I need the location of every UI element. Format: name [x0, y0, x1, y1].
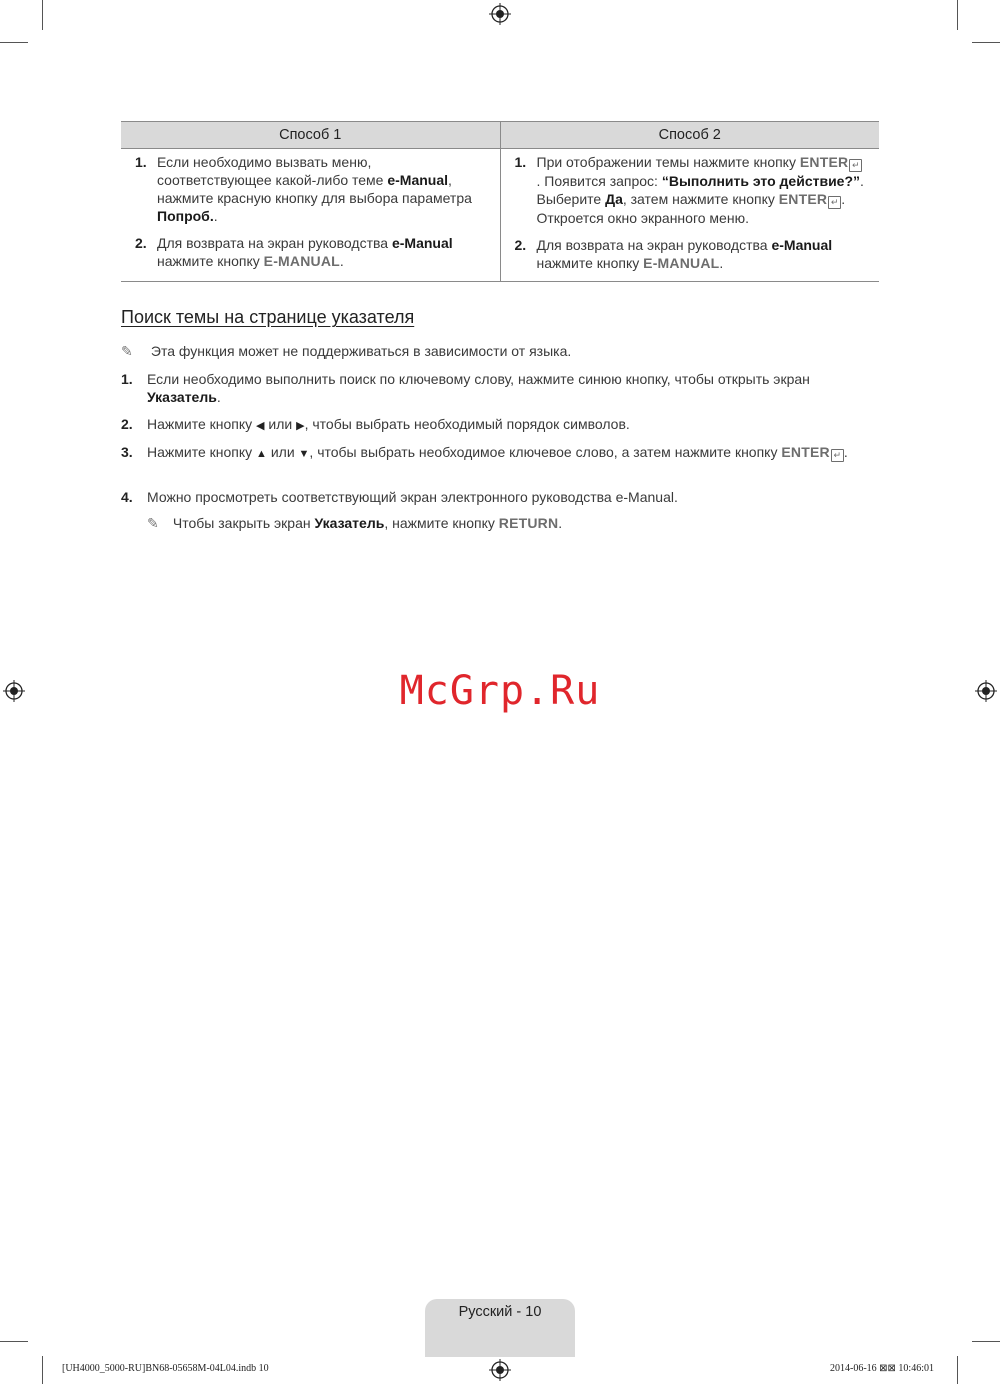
table-header-method-1: Способ 1: [279, 127, 342, 143]
crop-mark: [972, 42, 1000, 43]
step-text: Если необходимо вызвать меню, соответствующее какой-либо теме e-Manual, нажмите красную кнопку для выбора параметра Попроб..: [157, 154, 472, 224]
crop-mark: [0, 1341, 28, 1342]
step-number: 2.: [514, 237, 527, 253]
down-arrow-icon: ▼: [298, 448, 310, 460]
step-number: 1.: [135, 154, 147, 170]
crop-mark: [0, 42, 28, 43]
registration-mark-icon: [489, 1359, 511, 1381]
sub-note-text: Чтобы закрыть экран Указатель, нажмите кнопку RETURN.: [172, 515, 563, 531]
table-step: [135, 153, 486, 225]
step-text: Нажмите кнопку ◀ или ▶, чтобы выбрать необходимый порядок символов.: [147, 416, 630, 432]
enter-icon: ↵: [828, 196, 841, 209]
pen-note-icon: ✎: [147, 515, 159, 531]
page-number-label: Русский - 10: [458, 1304, 542, 1320]
list-item: [121, 488, 851, 506]
up-arrow-icon: ▲: [256, 448, 267, 460]
step-number: 2.: [135, 235, 147, 251]
table-step: [515, 236, 866, 272]
list-item: [121, 370, 851, 406]
crop-mark: [957, 1356, 958, 1384]
footer-file-info: [UH4000_5000-RU]BN68-05658M-04L04.indb 10: [62, 1363, 269, 1374]
left-arrow-icon: ◀: [256, 420, 265, 432]
crop-mark: [42, 1356, 43, 1384]
sub-note: [147, 514, 562, 532]
step-number: 1.: [121, 371, 133, 387]
table-cell-method-2: [500, 149, 880, 281]
right-arrow-icon: ▶: [296, 420, 305, 432]
list-item: [121, 415, 851, 435]
page-number-tab: [425, 1299, 575, 1357]
enter-icon: ↵: [849, 159, 862, 172]
crop-mark: [42, 0, 43, 30]
crop-mark: [957, 0, 958, 30]
table-body-row: [121, 149, 879, 282]
list-item: [121, 443, 851, 463]
step-number: 2.: [121, 416, 133, 432]
step-text: При отображении темы нажмите кнопку ENTER ↵. Появится запрос: “Выполнить это действие?”. Выберите Да, затем нажмите кнопку ENTER ↵ . Откроется окно экранного меню.: [536, 154, 864, 226]
step-text: Если необходимо выполнить поиск по ключевому слову, нажмите синюю кнопку, чтобы открыть экран Указатель.: [147, 371, 810, 405]
methods-table: [121, 121, 879, 282]
step-number: 3.: [121, 444, 133, 460]
table-step: [515, 153, 866, 227]
table-step: [135, 234, 486, 270]
pen-note-icon: ✎: [121, 343, 133, 359]
step-text: Нажмите кнопку ▲ или ▼, чтобы выбрать необходимое ключевое слово, а затем нажмите кнопку ENTER ↵ .: [147, 444, 848, 460]
table-header-row: [121, 121, 879, 149]
note-text: Эта функция может не поддерживаться в зависимости от языка.: [150, 343, 572, 359]
step-text: Для возврата на экран руководства e-Manual нажмите кнопку E-MANUAL.: [536, 237, 833, 271]
registration-mark-icon: [489, 3, 511, 25]
step-text: Можно просмотреть соответствующий экран электронного руководства e-Manual.: [147, 489, 678, 505]
section-title: Поиск темы на странице указателя: [121, 307, 415, 327]
crop-mark: [972, 1341, 1000, 1342]
step-number: 4.: [121, 489, 133, 505]
table-header-method-2: Способ 2: [500, 122, 880, 148]
table-cell-method-1: [121, 149, 500, 281]
step-number: 1.: [514, 154, 527, 170]
footer-timestamp: 2014-06-16 ⊠⊠ 10:46:01: [830, 1363, 934, 1374]
enter-icon: ↵: [831, 449, 844, 462]
watermark: McGrp.Ru: [399, 668, 601, 714]
step-text: Для возврата на экран руководства e-Manual нажмите кнопку E-MANUAL.: [157, 235, 453, 269]
note: [121, 342, 571, 360]
